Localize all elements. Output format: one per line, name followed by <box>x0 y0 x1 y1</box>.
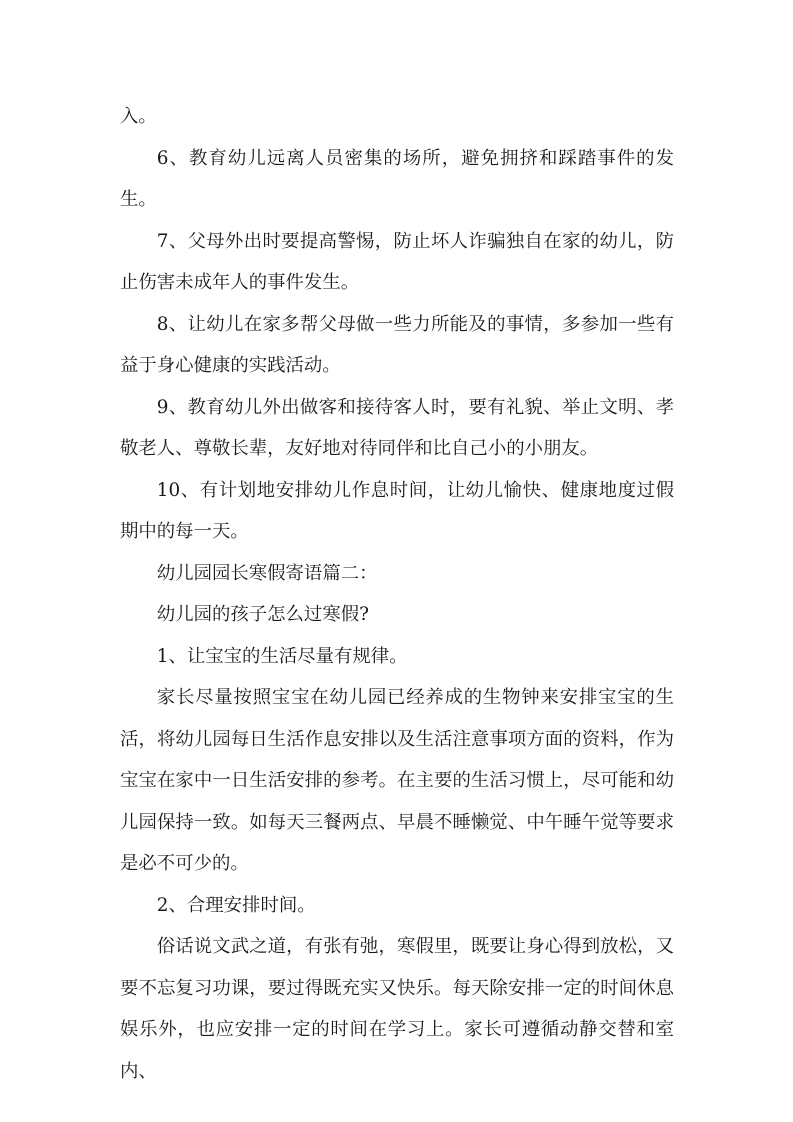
section-heading: 幼儿园园长寒假寄语篇二： <box>156 562 378 584</box>
document-body <box>120 96 674 1092</box>
paragraph-item-9: 9、教育幼儿外出做客和接待客人时，要有礼貌、举止文明、孝敬老人、尊敬长辈，友好地对待同伴和比自己小的小朋友。 <box>120 396 674 459</box>
subheading-2: 2、合理安排时间。 <box>156 894 316 916</box>
paragraph-body-2: 俗话说文武之道，有张有弛，寒假里，既要让身心得到放松，又要不忘复习功课，要过得既充实又快乐。每天除安排一定的时间休息娱乐外，也应安排一定的时间在学习上。家长可遵循动静交替和室内、 <box>120 936 674 1082</box>
section-question: 幼儿园的孩子怎么过寒假? <box>156 604 369 625</box>
paragraph-body-1: 家长尽量按照宝宝在幼儿园已经养成的生物钟来安排宝宝的生活，将幼儿园每日生活作息安排以及生活注意事项方面的资料，作为宝宝在家中一日生活安排的参考。在主要的生活习惯上，尽可能和幼儿园保持一致。如每天三餐两点、早晨不睡懒觉、中午睡午觉等要求是必不可少的。 <box>120 687 674 874</box>
paragraph-item-8: 8、让幼儿在家多帮父母做一些力所能及的事情，多参加一些有益于身心健康的实践活动。 <box>120 313 674 376</box>
paragraph-item-10: 10、有计划地安排幼儿作息时间，让幼儿愉快、健康地度过假期中的每一天。 <box>120 479 674 542</box>
paragraph-continuation: 入。 <box>120 106 157 127</box>
paragraph-item-6: 6、教育幼儿远离人员密集的场所，避免拥挤和踩踏事件的发生。 <box>120 147 674 210</box>
subheading-1: 1、让宝宝的生活尽量有规律。 <box>156 645 408 667</box>
paragraph-item-7: 7、父母外出时要提高警惕，防止坏人诈骗独自在家的幼儿，防止伤害未成年人的事件发生。 <box>120 230 674 293</box>
